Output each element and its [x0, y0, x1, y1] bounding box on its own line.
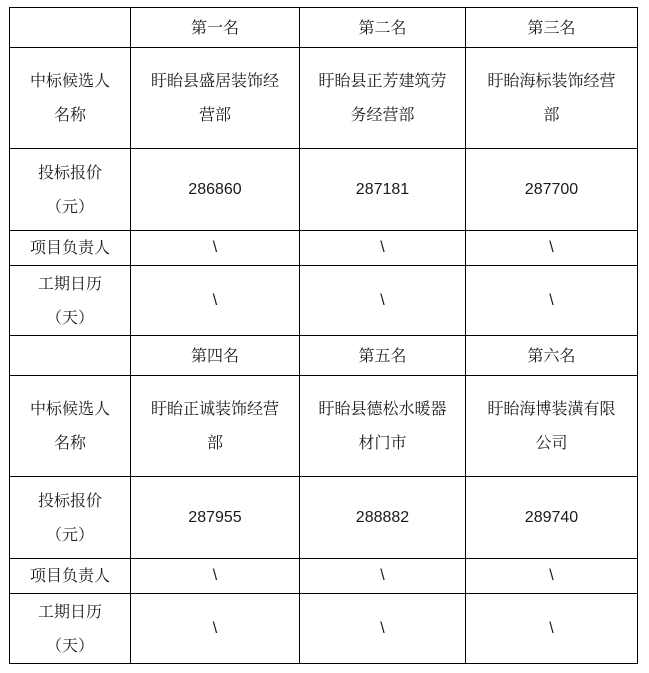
- project-manager-cell: \: [466, 231, 638, 266]
- corner-cell: [10, 336, 131, 376]
- bid-candidates-table: [9, 7, 638, 664]
- bid-price-row-2: [10, 477, 638, 559]
- construction-period-cell: \: [300, 594, 466, 664]
- candidate-name-row-1: [10, 48, 638, 149]
- construction-period-row-2: [10, 594, 638, 664]
- candidate-name-label: 中标候选人 名称: [10, 48, 131, 149]
- rank-row-2: [10, 336, 638, 376]
- rank-header: 第三名: [466, 8, 638, 48]
- candidate-name-row-2: [10, 376, 638, 477]
- bid-price-row-1: [10, 149, 638, 231]
- project-manager-cell: \: [131, 231, 300, 266]
- project-manager-label: 项目负责人: [10, 559, 131, 594]
- rank-header: 第五名: [300, 336, 466, 376]
- construction-period-cell: \: [466, 266, 638, 336]
- bid-price-cell: 286860: [131, 149, 300, 231]
- bid-price-cell: 287700: [466, 149, 638, 231]
- rank-row-1: [10, 8, 638, 48]
- construction-period-cell: \: [131, 594, 300, 664]
- rank-header: 第六名: [466, 336, 638, 376]
- bid-price-cell: 288882: [300, 477, 466, 559]
- candidate-name-label: 中标候选人 名称: [10, 376, 131, 477]
- project-manager-row-1: [10, 231, 638, 266]
- construction-period-label: 工期日历 （天）: [10, 594, 131, 664]
- bid-price-cell: 287955: [131, 477, 300, 559]
- candidate-name-cell: 盱眙正诚装饰经营 部: [131, 376, 300, 477]
- construction-period-cell: \: [466, 594, 638, 664]
- project-manager-cell: \: [300, 231, 466, 266]
- construction-period-cell: \: [300, 266, 466, 336]
- candidate-name-cell: 盱眙海博装潢有限 公司: [466, 376, 638, 477]
- project-manager-row-2: [10, 559, 638, 594]
- rank-header: 第四名: [131, 336, 300, 376]
- bid-price-label: 投标报价 （元）: [10, 149, 131, 231]
- bid-price-label: 投标报价 （元）: [10, 477, 131, 559]
- rank-header: 第一名: [131, 8, 300, 48]
- candidate-name-cell: 盱眙海标装饰经营 部: [466, 48, 638, 149]
- candidate-name-cell: 盱眙县盛居装饰经 营部: [131, 48, 300, 149]
- project-manager-cell: \: [300, 559, 466, 594]
- corner-cell: [10, 8, 131, 48]
- project-manager-cell: \: [131, 559, 300, 594]
- construction-period-row-1: [10, 266, 638, 336]
- bid-price-cell: 289740: [466, 477, 638, 559]
- project-manager-cell: \: [466, 559, 638, 594]
- construction-period-label: 工期日历 （天）: [10, 266, 131, 336]
- bid-price-cell: 287181: [300, 149, 466, 231]
- construction-period-cell: \: [131, 266, 300, 336]
- candidate-name-cell: 盱眙县正芳建筑劳 务经营部: [300, 48, 466, 149]
- candidate-name-cell: 盱眙县德松水暖器 材门市: [300, 376, 466, 477]
- project-manager-label: 项目负责人: [10, 231, 131, 266]
- rank-header: 第二名: [300, 8, 466, 48]
